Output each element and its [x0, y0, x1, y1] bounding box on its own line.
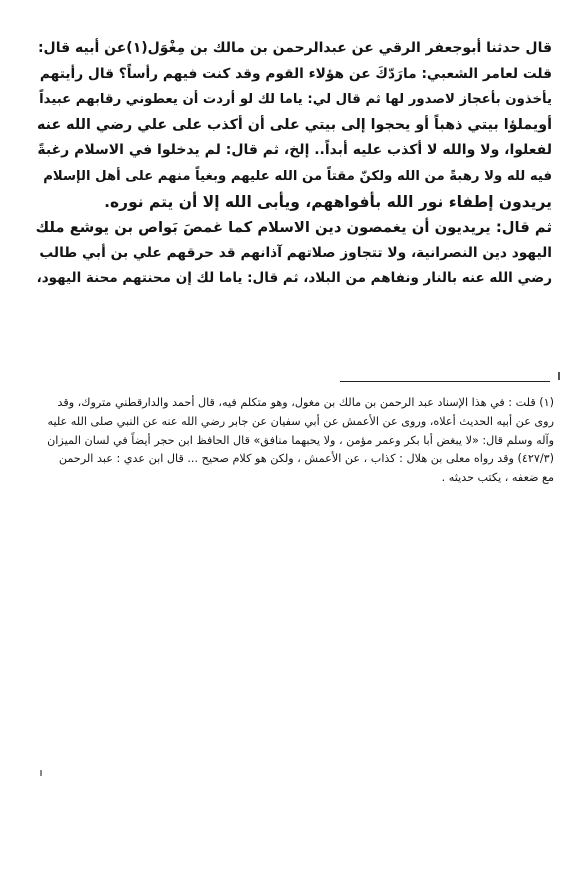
- main-text-line: يأخذون بأعجاز لاصدور لها ثم قال لي: ياما لك لو أردت أن يعطوني رقابهم عبيداً: [39, 92, 552, 108]
- footnote-line: (٤٢٧/٣) وقد رواه معلى بن هلال : كذاب ، عن الأعمش ، ولكن هو كلام صحيح ... قال ابن عدي : عبد الرحمن: [58, 452, 554, 466]
- main-text-line: اليهود دين النصرانية، ولا تتجاوز صلاتهم آذانهم قد حرقهم علي بن أبي طالب: [39, 244, 552, 261]
- scan-speck: [40, 770, 42, 776]
- main-text-line: فيه لله ولا رهبةً من الله ولكنّ مقتاً من الله عليهم وبغياً منهم على أهل الإسلام: [43, 168, 552, 184]
- footnote-line: مع ضعفه ، يكتب حديثه .: [441, 471, 554, 485]
- footnote-separator: [340, 381, 550, 382]
- main-text-line: لفعلوا، ولا والله لا أكذب عليه أبداً.. إلخ، ثم قال: لم يدخلوا في الاسلام رغبةً: [37, 142, 552, 159]
- main-text-line: ثم قال: يريديون أن يغمصون دين الاسلام كما غمصَ بَواص بن يوشع ملك: [35, 219, 552, 237]
- main-text-body: [36, 36, 552, 292]
- margin-mark: [558, 372, 560, 380]
- main-text-line: قال حدثنا أبوجعفر الرقي عن عبدالرحمن بن مالك بن مِغْوَل(١)عن أبيه قال:: [37, 40, 552, 56]
- main-text-line: أويملؤا بيتي ذهباً أو يحجوا إلى بيتي على أن أكذب على علي رضي الله عنه: [37, 116, 552, 133]
- main-text-line: يريدون إطفاء نور الله بأفواههم، ويأبى الله إلا أن يتم نوره.: [104, 192, 552, 211]
- footnote-line: (١) قلت : في هذا الإسناد عبد الرحمن بن مالك بن مغول، وهو متكلم فيه، قال أحمد والدارقطني متروك، وقد: [57, 396, 554, 409]
- footnote-line: وآله وسلم قال: «لا يبغض أبا بكر وعمر مؤمن ، ولا يحبهما منافق» قال الحافظ ابن حجر أيضاً في لسان الميزان: [47, 433, 554, 447]
- footnotes-block: [36, 394, 554, 488]
- main-text-line: قلت لعامر الشعبي: مارَدّكَ عن هؤلاء القوم وقد كنت فيهم رأساً؟ قال رأيتهم: [39, 65, 552, 82]
- main-text-line: رضي الله عنه بالنار ونفاهم من البلاد، ثم قال: ياما لك إن محنتهم محنة اليهود،: [36, 270, 552, 287]
- footnote-line: روى عن أبيه الحديث أعلاه، وروى عن الأعمش عن أبي سفيان عن جابر رضي الله عنه عن النبي صلى الله عليه: [47, 414, 554, 428]
